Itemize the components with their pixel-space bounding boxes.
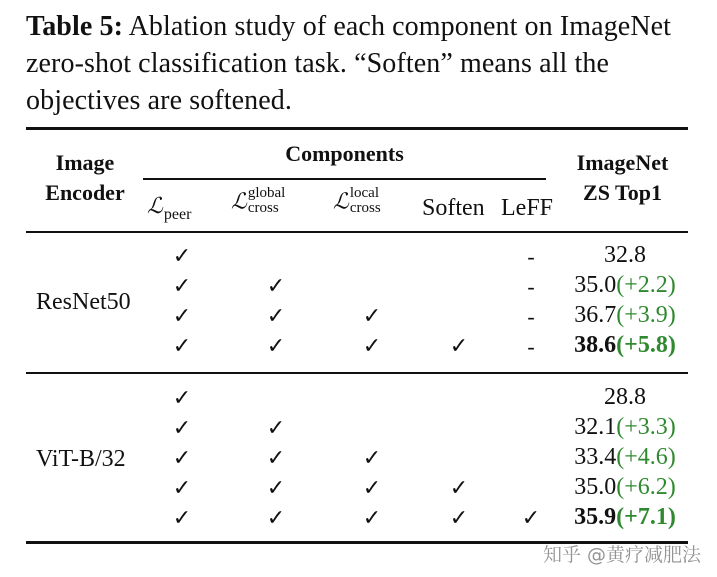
top1-accuracy: 35.9 [574,504,617,530]
top1-accuracy: 36.7 [574,302,617,328]
result-value [545,384,705,411]
local-subscript: cross [349,200,381,216]
check-soften: ✓ [449,476,469,501]
leff-dash: - [527,334,535,359]
check-peer: ✓ [172,274,192,299]
check-local: ✓ [362,334,382,359]
result-value [545,302,705,329]
local-superscript: local [349,185,380,201]
header-result-line2: ZS Top1 [583,180,662,205]
check-local: ✓ [362,446,382,471]
top1-accuracy: 32.1 [574,414,617,440]
leff-dash: - [527,304,535,329]
leff-dash: - [527,274,535,299]
caption-label: Table 5: [26,11,124,42]
check-global: ✓ [266,304,286,329]
top-rule [26,127,688,130]
components-underline [143,178,546,180]
accuracy-delta: +6.2 [624,474,668,500]
check-local: ✓ [362,304,382,329]
delta-close-paren: ) [667,414,676,440]
check-global: ✓ [266,506,286,531]
header-rule [26,231,688,233]
check-peer: ✓ [172,506,192,531]
header-leff: LeFF [501,195,554,221]
delta-close-paren: ) [667,332,676,358]
check-global: ✓ [266,274,286,299]
check-peer: ✓ [172,304,192,329]
top1-accuracy: 35.0 [574,474,617,500]
top1-accuracy: 32.8 [604,242,646,268]
check-peer: ✓ [172,334,192,359]
delta-close-paren: ) [667,474,676,500]
peer-subscript: peer [163,206,192,223]
header-loss-local-cross: ℒlocal cross [333,185,381,216]
table-caption [26,8,696,119]
delta-open-paren: ( [616,272,625,298]
delta-open-paren: ( [616,474,625,500]
result-value [545,444,705,471]
check-global: ✓ [266,416,286,441]
delta-open-paren: ( [616,414,625,440]
accuracy-delta: +3.3 [624,414,668,440]
header-loss-peer: ℒ$_{peer}$ [147,194,192,223]
encoder-label: ResNet50 [36,289,131,315]
accuracy-delta: +7.1 [624,504,668,530]
delta-close-paren: ) [667,444,676,470]
check-local: ✓ [362,506,382,531]
header-result-line1: ImageNet [576,150,669,175]
header-encoder-line1: Image [55,150,115,175]
caption-text: Ablation study of each component on ImageNet zero-shot classification task. “Soften” means all the objectives are softened. [26,11,672,116]
check-leff: ✓ [521,506,541,531]
result-value [545,414,705,441]
result-value [545,332,705,359]
accuracy-delta: +2.2 [624,272,668,298]
header-encoder-line2: Encoder [45,180,125,205]
check-soften: ✓ [449,334,469,359]
delta-close-paren: ) [667,504,676,530]
check-peer: ✓ [172,386,192,411]
delta-open-paren: ( [616,504,625,530]
accuracy-delta: +3.9 [624,302,668,328]
check-peer: ✓ [172,416,192,441]
top1-accuracy: 35.0 [574,272,617,298]
delta-open-paren: ( [616,332,625,358]
delta-open-paren: ( [616,444,625,470]
top1-accuracy: 38.6 [574,332,617,358]
check-global: ✓ [266,334,286,359]
global-subscript: cross [247,200,279,216]
group-separator-rule [26,372,688,374]
global-superscript: global [247,185,286,201]
check-peer: ✓ [172,446,192,471]
result-value [545,474,705,501]
watermark: 知乎 @黄疗减肥法 [542,544,701,566]
check-global: ✓ [266,446,286,471]
header-loss-global-cross: ℒglobal cross [231,185,286,216]
check-local: ✓ [362,476,382,501]
encoder-label: ViT-B/32 [36,446,126,472]
check-peer: ✓ [172,244,192,269]
leff-dash: - [527,244,535,269]
accuracy-delta: +4.6 [624,444,668,470]
check-soften: ✓ [449,506,469,531]
header-soften: Soften [422,195,485,221]
header-components: Components [285,141,404,166]
accuracy-delta: +5.8 [624,332,668,358]
top1-accuracy: 28.8 [604,384,646,410]
check-global: ✓ [266,476,286,501]
delta-open-paren: ( [616,302,625,328]
check-peer: ✓ [172,476,192,501]
result-value [545,242,705,269]
result-value [545,504,705,531]
delta-close-paren: ) [667,272,676,298]
top1-accuracy: 33.4 [574,444,617,470]
delta-close-paren: ) [667,302,676,328]
result-value [545,272,705,299]
